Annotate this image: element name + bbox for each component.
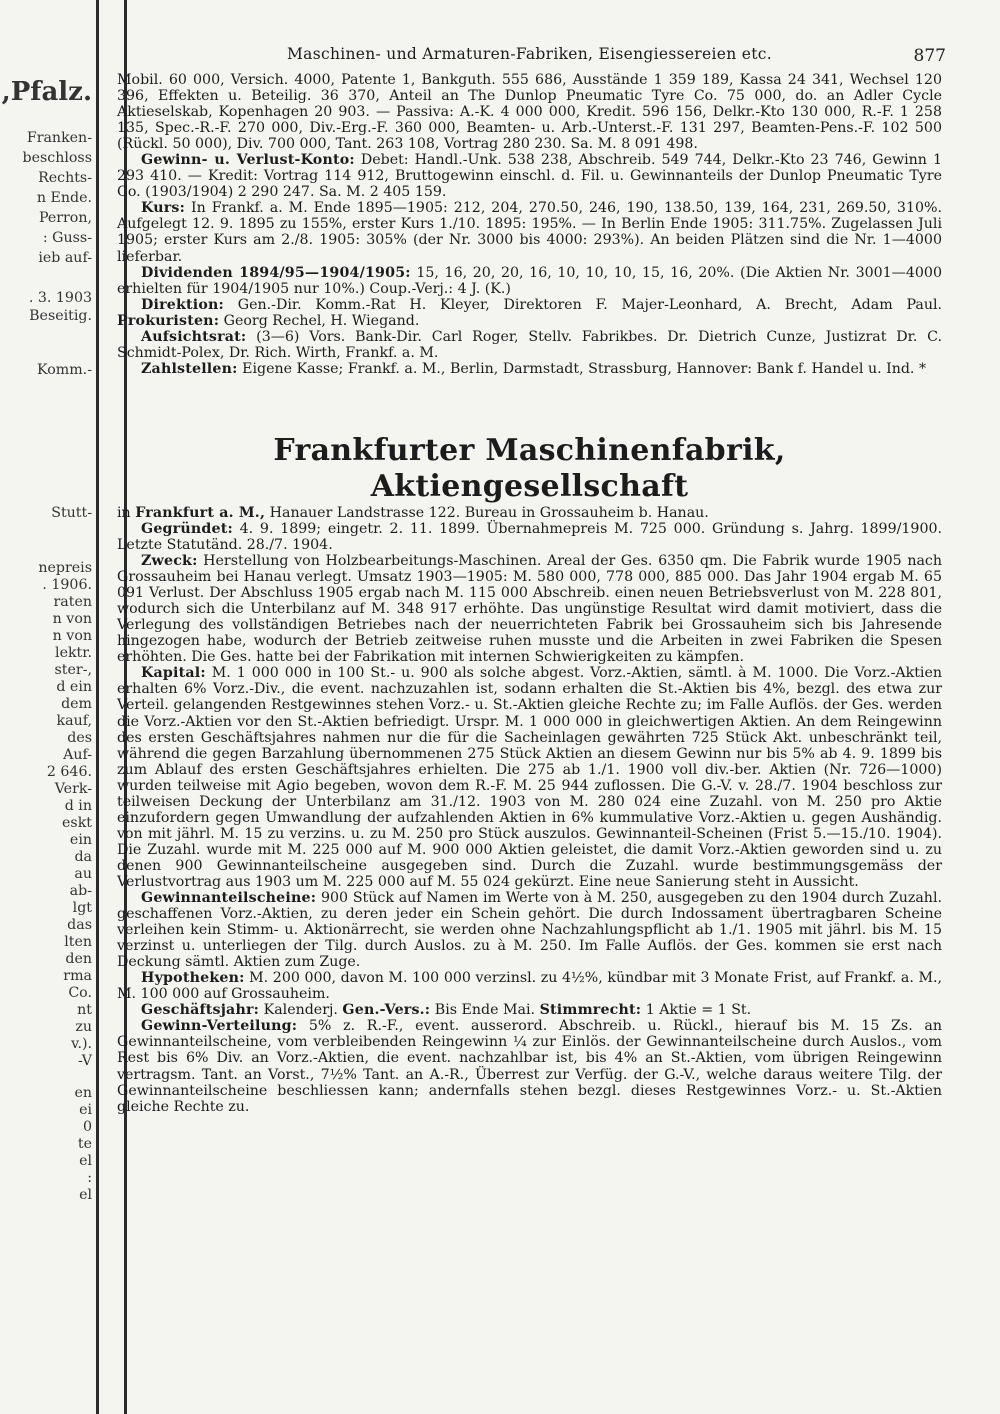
fragment-line: ,Pfalz. xyxy=(1,77,92,107)
direktion-paragraph xyxy=(117,297,942,329)
company-title: Frankfurter Maschinenfabrik, Aktiengesellschaft xyxy=(273,432,786,504)
section-text: Georg Rechel, H. Wiegand. xyxy=(223,312,420,329)
section-text: M. 200 000, davon M. 100 000 verzinsl. zu 4½%, kündbar mit 3 Monate Frist, auf Frankf. a. M., M. 100 000 auf Grossauheim. xyxy=(117,970,942,1003)
fragment-line: lektr. xyxy=(55,645,92,661)
location-prefix: in xyxy=(117,504,131,521)
hypotheken-paragraph xyxy=(117,970,942,1002)
fragment-line: : xyxy=(87,1170,92,1186)
fragment-line: n Ende. xyxy=(36,190,92,206)
fragment-line: da xyxy=(74,849,92,865)
section-label: Dividenden 1894/95—1904/1905: xyxy=(141,264,411,281)
section-label: Gewinn- u. Verlust-Konto: xyxy=(141,152,355,169)
fragment-line: el xyxy=(79,1153,92,1169)
fragment-line: nt xyxy=(77,1002,92,1018)
fragment-line: Beseitig. xyxy=(29,308,92,324)
fragment-line: te xyxy=(77,1136,92,1152)
previous-entry xyxy=(117,72,942,377)
section-text: 1 Aktie = 1 St. xyxy=(645,1002,752,1019)
dividends-paragraph xyxy=(117,265,942,297)
profit-loss-paragraph xyxy=(117,152,942,200)
fragment-line: ieb auf- xyxy=(38,250,92,266)
section-text: 15, 16, 20, 20, 16, 10, 10, 10, 15, 16, 20%. (Die Aktien Nr. 3001—4000 erhielten für 1904/1905 nur 10%.) Coup.-Verj.: 4 J. (K.) xyxy=(117,264,942,297)
fragment-line: Franken- xyxy=(26,130,92,146)
section-label: Gewinn-Verteilung: xyxy=(141,1018,298,1035)
section-label: Zweck: xyxy=(141,553,198,570)
zweck-paragraph xyxy=(117,553,942,665)
section-label: Aufsichtsrat: xyxy=(141,328,247,345)
section-label: Kapital: xyxy=(141,665,206,682)
section-text: (3—6) Vors. Bank-Dir. Carl Roger, Stellv. Fabrikbes. Dr. Dietrich Cunze, Justizrat Dr. C. Schmidt-Polex, Dr. Rich. Wirth, Frankf. a. M. xyxy=(117,328,942,361)
fragment-line: ab- xyxy=(69,883,92,899)
section-text: 5% z. R.-F., event. ausserord. Abschreib. u. Rückl., hierauf bis M. 15 Zs. an Gewinnanteilscheine, vom verbleibenden Reingewinn ¼ zur Einlös. der Gewinnanteilscheine durch Auslos., vom Rest bis 6% Div. an Vorz.-Aktien, die event. nachzahlbar ist, bis 4% an St.-Aktien, vom übrigen Reingewinn vertragsm. Tant. an Vorst., 7½% Tant. an A.-R., Überrest zur Verfüg. der G.-V., welche daraus weitere Tilg. der Gewinnanteilscheine beschliessen kann; andernfalls stehen bezgl. dieses Restgewinnes Vorz.- u. St.-Aktien gleiche Rechte zu. xyxy=(117,1018,942,1115)
section-label: Kurs: xyxy=(141,200,186,217)
section-text: Bis Ende Mai. xyxy=(434,1002,536,1019)
section-text: In Frankf. a. M. Ende 1895—1905: 212, 204, 270.50, 246, 190, 138.50, 139, 164, 231, 269.50, 310%. Aufgelegt 12. 9. 1895 zu 155%, erster Kurs 1./10. 1895: 195%. — In Berlin Ende 1905: 311.75%. Zugelassen Juli 1905; erster Kurs am 2./8. 1905: 305% (der Nr. 3000 bis 4000: 293%). An beiden Plätzen sind die Nr. 1—4000 lieferbar. xyxy=(117,200,943,265)
section-label: Gen.-Vers.: xyxy=(342,1002,431,1019)
gewinnanteilscheine-paragraph xyxy=(117,890,942,970)
geschaeftsjahr-paragraph xyxy=(117,1002,942,1018)
fragment-line: . 1906. xyxy=(42,577,92,593)
gewinn-verteilung-paragraph xyxy=(117,1018,942,1114)
fragment-line: v.). xyxy=(71,1036,92,1052)
fragment-line: ster-, xyxy=(54,662,92,678)
section-label: Hypotheken: xyxy=(141,970,245,987)
section-label: Direktion: xyxy=(141,296,224,313)
gegruendet-paragraph xyxy=(117,521,942,553)
fragment-line: d in xyxy=(64,798,92,814)
fragment-line: das xyxy=(67,917,92,933)
fragment-line: den xyxy=(65,951,92,967)
fragment-line: . 3. 1903 xyxy=(28,290,92,306)
fragment-line: en xyxy=(74,1085,92,1101)
fragment-line: 2 646. xyxy=(46,764,92,780)
section-text: Herstellung von Holzbearbeitungs-Maschinen. Areal der Ges. 6350 qm. Die Fabrik wurde 1905 nach Grossauheim bei Hanau verlegt. Umsatz 1903—1905: M. 580 000, 778 000, 885 000. Das Jahr 1904 ergab M. 65 091 Verlust. Der Abschluss 1905 ergab nach M. 115 000 Abschreib. einen neuen Betriebsverlust von M. 228 801, wodurch sich die Unterbilanz auf M. 348 917 erhöhte. Das ungünstige Resultat wird damit motiviert, dass die Verlegung des vollständigen Betriebes nach der neuerrichteten Fabrik bei Grossauheim sich bis Jahresende hingezogen habe, wodurch der Betrieb zeitweise ruhen musste und die Arbeiten in zwei Fabriken die Spesen erhöhten. Die Ges. hatte bei der Fabrikation mit internen Schwierigkeiten zu kämpfen. xyxy=(117,553,942,666)
page-number: 877 xyxy=(913,46,946,66)
fragment-line: kauf, xyxy=(56,713,92,729)
fragment-line: ei xyxy=(79,1102,92,1118)
company-location xyxy=(117,505,942,521)
kurs-paragraph xyxy=(117,200,942,264)
section-text: Gen.-Dir. Komm.-Rat H. Kleyer, Direktoren F. Majer-Leonhard, A. Brecht, Adam Paul. xyxy=(237,296,942,313)
section-text: Eigene Kasse; Frankf. a. M., Berlin, Darmstadt, Strassburg, Hannover: Bank f. Handel u. Ind. * xyxy=(242,360,927,377)
section-text: Kalenderj. xyxy=(263,1002,338,1019)
fragment-line: raten xyxy=(53,594,92,610)
section-label: Geschäftsjahr: xyxy=(141,1002,260,1019)
fragment-line: beschloss xyxy=(22,150,92,166)
fragment-line: nepreis xyxy=(38,560,92,576)
fragment-line: -V xyxy=(77,1053,92,1069)
fragment-line: des xyxy=(67,730,92,746)
fragment-line: lten xyxy=(64,934,92,950)
running-header xyxy=(117,44,946,72)
balance-paragraph: Mobil. 60 000, Versich. 4000, Patente 1, Bankguth. 555 686, Ausstände 1 359 189, Kassa 24 341, Wechsel 120 396, Effekten u. Beteilig. 36 370, Anteil an The Dunlop Pneumatic Tyre Co. 75 000, do. an Adler Cycle Aktieselskab, Kopenhagen 20 903. — Passiva: A.-K. 4 000 000, Kredit. 596 156, Delkr.-Kto 130 000, R.-F. 1 258 135, Spec.-R.-F. 270 000, Div.-Erg.-F. 360 000, Beamten- u. Arb.-Unterst.-F. 131 297, Beamten-Pens.-F. 102 500 (Rückl. 50 000), Div. 700 000, Tant. 263 108, Vortrag 280 230. Sa. M. 8 091 498. xyxy=(117,72,942,153)
main-page xyxy=(117,44,946,1115)
running-title: Maschinen- und Armaturen-Fabriken, Eisengiessereien etc. xyxy=(287,45,772,63)
fragment-line: 0 xyxy=(82,1119,92,1135)
kapital-paragraph xyxy=(117,665,942,890)
section-label: Gegründet: xyxy=(141,520,233,537)
fragment-line: zu xyxy=(75,1019,92,1035)
fragment-line: Co. xyxy=(68,985,92,1001)
section-label: Prokuristen: xyxy=(117,312,220,329)
section-label: Gewinnanteilscheine: xyxy=(141,890,317,907)
previous-page-column xyxy=(0,0,96,1414)
fragment-line: n von xyxy=(52,611,92,627)
page-gutter-edge xyxy=(96,0,99,1414)
fragment-line: Perron, xyxy=(38,210,92,226)
section-text: M. 1 000 000 in 100 St.- u. 900 als solche abgest. Vorz.-Aktien, sämtl. à M. 1000. Die Vorz.-Aktien erhalten 6% Vorz.-Div., die event. nachzuzahlen ist, sodann erhalten die St.-Aktien bis 4%, bezgl. des etwa zur Verteil. gelangenden Restgewinnes stehen Vorz.- u. St.-Aktien gleiche Rechte zu; im Falle Auflös. der Ges. werden die Vorz.-Aktien vor den St.-Aktien befriedigt. Urspr. M. 1 000 000 in gleichwertigen Aktien. An dem Reingewinn des ersten Geschäftsjahres nahmen nur die für die Sacheinlagen gewährten 725 Stück Akt. unbeschränkt teil, während die gegen Barzahlung übernommenen 275 Stück Aktien an diesem Gewinn nur bis 5% ab 4. 9. 1899 bis zum Ablauf des ersten Geschäftsjahres erhielten. Die 275 ab 1./1. 1900 voll div.-ber. Aktien (Nr. 726—1000) wurden teilweise mit Agio begeben, wovon dem R.-F. M. 25 944 zuflossen. Die G.-V. v. 28./7. 1904 beschloss zur teilweisen Deckung der Unterbilanz am 31./12. 1903 von M. 280 024 eine Zuzahl. von M. 250 pro Aktie einzufordern gegen Umwandlung der aufzahlenden Aktien in 6% kummulative Vorz.-Aktien u. gegen Aushändig. von mit jährl. M. 15 zu verzins. u. zu M. 250 pro Stück auszulos. Gewinnanteil-Scheinen (Frist 5.—15./10. 1904). Die Zuzahl. wurde mit M. 225 000 auf M. 900 000 Aktien geleistet, die damit Vorz.-Aktien geworden sind u. zu denen 900 Gewinnanteilscheine ausgegeben sind. Durch die Zuzahl. wurde bestimmungsgemäss der Verlustvortrag aus 1903 um M. 225 000 auf M. 55 024 gekürzt. Eine neue Sanierung steht in Aussicht. xyxy=(117,665,943,890)
fragment-line: d ein xyxy=(56,679,92,695)
section-label: Zahlstellen: xyxy=(141,360,238,377)
fragment-line: dem xyxy=(61,696,92,712)
section-text: Debet: Handl.-Unk. 538 238, Abschreib. 549 744, Delkr.-Kto 23 746, Gewinn 1 293 410. — Kredit: Vortrag 114 912, Bruttogewinn einschl. d. Fil. u. Gewinnanteils der Dunlop Pneumatic Tyre Co. (1903/1904) 2 290 247. Sa. M. 2 405 159. xyxy=(117,152,942,201)
fragment-line: lgt xyxy=(72,900,92,916)
section-label: Stimmrecht: xyxy=(539,1002,642,1019)
location-city: Frankfurt a. M., xyxy=(135,504,266,521)
fragment-line: rma xyxy=(63,968,92,984)
fragment-line: Komm.- xyxy=(37,362,92,378)
fragment-line: eskt xyxy=(62,815,92,831)
location-address: Hanauer Landstrasse 122. Bureau in Grossauheim b. Hanau. xyxy=(269,504,709,521)
fragment-line: el xyxy=(79,1187,92,1203)
fragment-line: Auf- xyxy=(63,747,92,763)
fragment-line: Verk- xyxy=(54,781,92,797)
zahlstellen-paragraph xyxy=(117,361,942,377)
fragment-line: Rechts- xyxy=(38,170,92,186)
company-entry xyxy=(117,433,942,1115)
fragment-line: : Guss- xyxy=(42,230,92,246)
fragment-line: ein xyxy=(69,832,92,848)
fragment-line: au xyxy=(74,866,92,882)
aufsichtsrat-paragraph xyxy=(117,329,942,361)
section-text: 4. 9. 1899; eingetr. 2. 11. 1899. Übernahmepreis M. 725 000. Gründung s. Jahrg. 1899/1900. Letzte Statutänd. 28./7. 1904. xyxy=(117,520,943,553)
section-text: 900 Stück auf Namen im Werte von à M. 250, ausgegeben zu den 1904 durch Zuzahl. geschaffenen Vorz.-Aktien, zu deren jeder ein Schein gehört. Die durch Indossament übertragbaren Scheine verleihen kein Stimm- u. Aktionärrecht, sie werden ohne Nachzahlungspflicht ab 1./1. 1905 mit jährl. bis M. 15 verzinst u. unterliegen der Tilg. durch Auslos. zu à M. 250. Im Falle Auflös. der Ges. kommen sie erst nach Deckung sämtl. Aktien zum Zuge. xyxy=(117,890,942,971)
fragment-line: Stutt- xyxy=(51,505,92,521)
fragment-line: n von xyxy=(52,628,92,644)
